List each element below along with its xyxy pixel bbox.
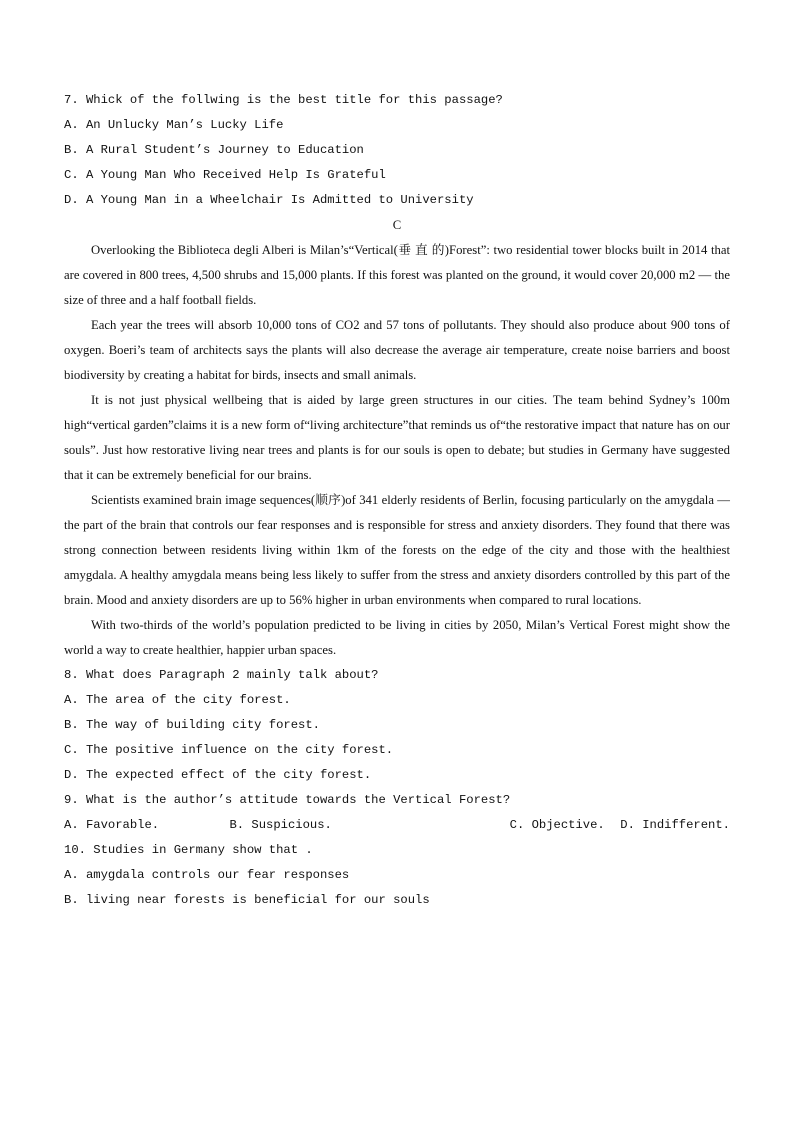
question-10: 10. Studies in Germany show that . — [64, 843, 313, 857]
q10-option-b: B. living near forests is beneficial for our souls — [64, 893, 430, 907]
q9-option-c: C. Objective. — [509, 818, 605, 832]
passage-paragraph-5: With two-thirds of the world’s population predicted to be living in cities by 2050, Milan’s Vertical Forest might show the world a way to create healthier, happier urban spaces. — [64, 618, 730, 657]
passage-paragraph-4: Scientists examined brain image sequences(顺序)of 341 elderly residents of Berlin, focusing particularly on the amygdala — the part of the brain that controls our fear responses and is responsible for stress and anxiety disorders. They found that there was strong connection between residents living within 1km of the forests on the edge of the city and those with the healthiest amygdala. A healthy amygdala means being less likely to suffer from the stress and anxiety disorders controlled by this part of the brain. Mood and anxiety disorders are up to 56% higher in urban environments when compared to rural locations. — [64, 493, 730, 607]
q7-option-d: D. A Young Man in a Wheelchair Is Admitted to University — [64, 193, 474, 207]
exam-page — [64, 88, 730, 913]
q10-option-a: A. amygdala controls our fear responses — [64, 868, 350, 882]
q8-option-c: C. The positive influence on the city forest. — [64, 743, 394, 757]
question-9: 9. What is the author’s attitude towards the Vertical Forest? — [64, 793, 511, 807]
q7-option-b: B. A Rural Student’s Journey to Education — [64, 143, 364, 157]
passage-paragraph-3: It is not just physical wellbeing that is aided by large green structures in our cities. The team behind Sydney’s 100m high“vertical garden”claims it is a new form of“living architecture”that reminds us of“the restorative impact that nature has on our souls”. Just how restorative living near trees and plants is for our souls is open to debate; but studies in Germany have suggested that it can be extremely beneficial for our brains. — [64, 393, 730, 482]
question-8: 8. What does Paragraph 2 mainly talk about? — [64, 668, 379, 682]
section-label: C — [392, 218, 402, 232]
question-7: 7. Whick of the follwing is the best title for this passage? — [64, 93, 503, 107]
q8-option-d: D. The expected effect of the city forest. — [64, 768, 372, 782]
q9-options — [64, 813, 730, 838]
q9-option-a: A. Favorable. — [64, 818, 160, 832]
passage-paragraph-1: Overlooking the Biblioteca degli Alberi is Milan’s“Vertical(垂 直 的)Forest”: two residential tower blocks built in 2014 that are covered in 800 trees, 4,500 shrubs and 15,000 plants. If this forest was planted on the ground, it would cover 20,000 m2 — the size of three and a half football fields. — [64, 243, 730, 307]
q8-option-a: A. The area of the city forest. — [64, 693, 291, 707]
q8-option-b: B. The way of building city forest. — [64, 718, 320, 732]
passage-paragraph-2: Each year the trees will absorb 10,000 tons of CO2 and 57 tons of pollutants. They should also produce about 900 tons of oxygen. Boeri’s team of architects says the plants will also decrease the average air temperature, create noise barriers and boost biodiversity by creating a habitat for birds, insects and small animals. — [64, 318, 730, 382]
q9-option-b: B. Suspicious. — [229, 818, 332, 832]
q7-option-a: A. An Unlucky Man’s Lucky Life — [64, 118, 284, 132]
q9-option-d: D. Indifferent. — [620, 818, 730, 832]
q7-option-c: C. A Young Man Who Received Help Is Grateful — [64, 168, 386, 182]
